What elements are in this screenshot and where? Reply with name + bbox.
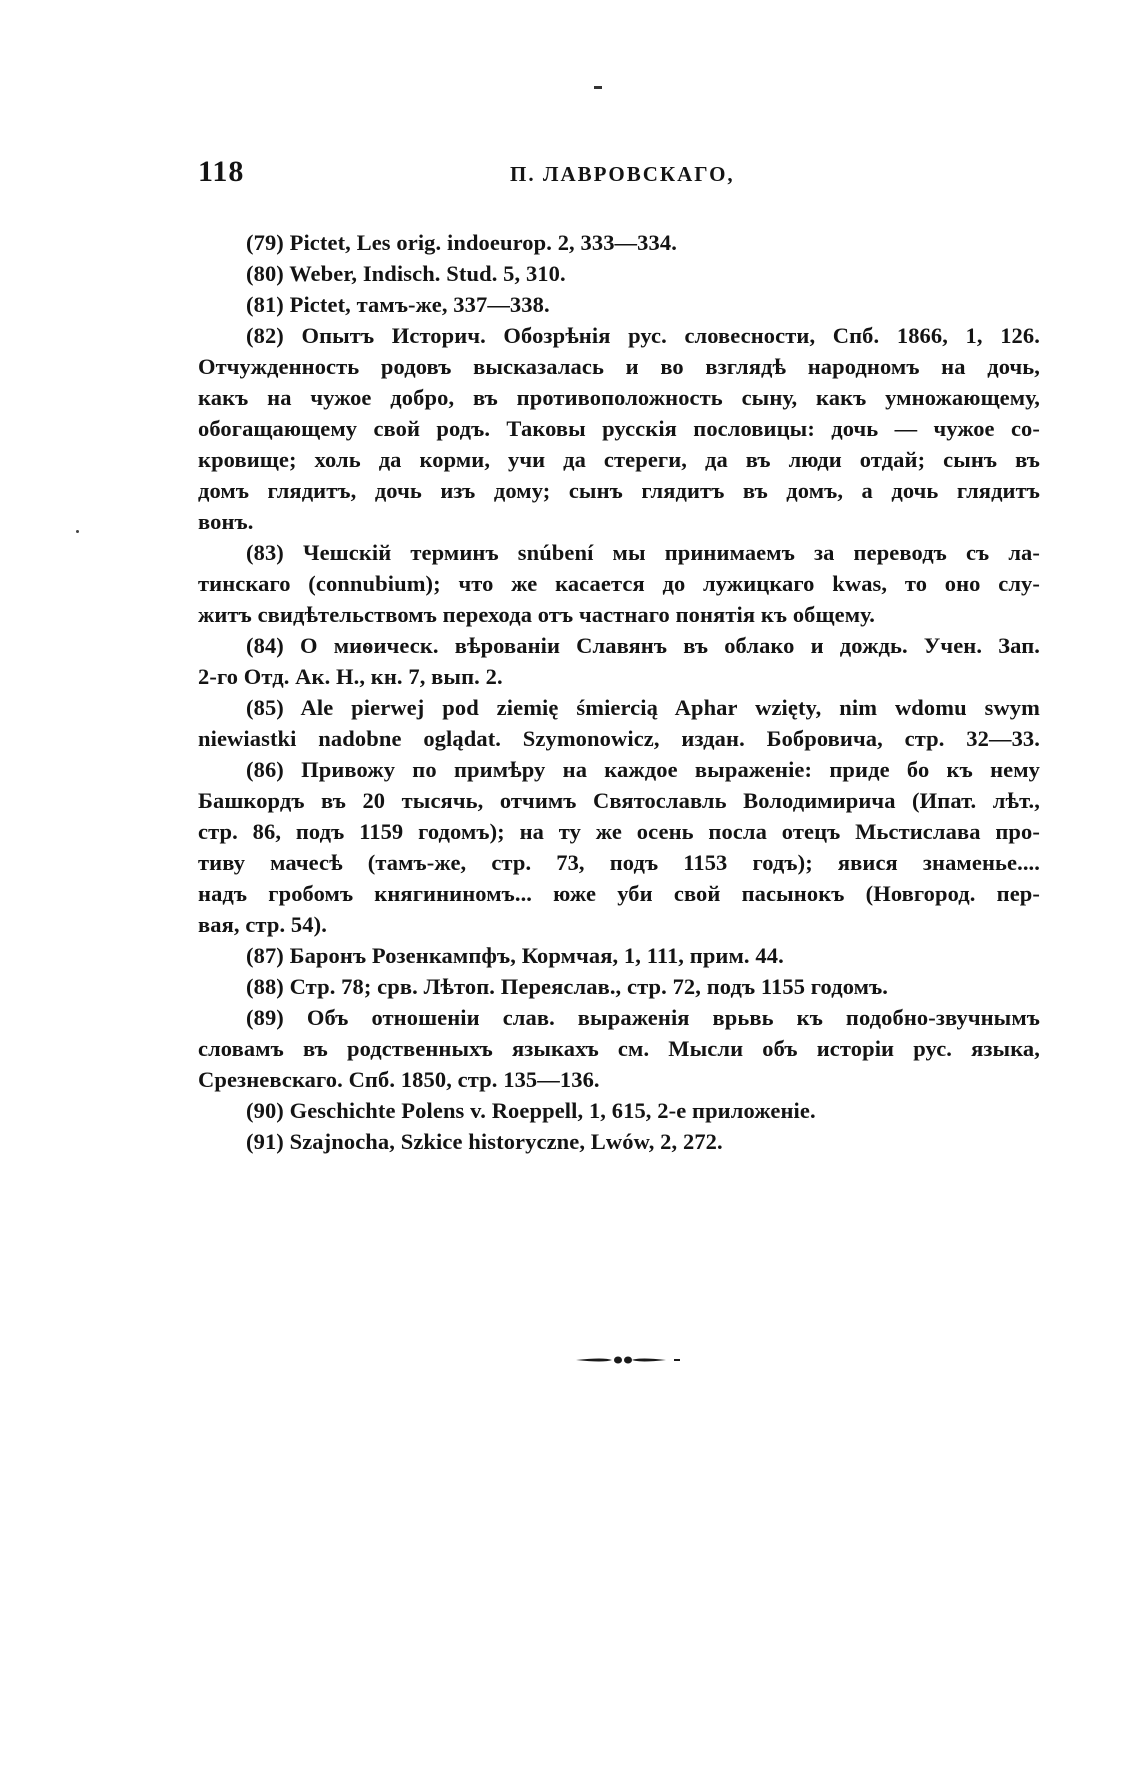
footnote-84-line: (84) О миѳическ. вѣрованіи Славянъ въ облако и дождь. Учен. Зап. — [246, 633, 1040, 658]
footnote-90: (90) Geschichte Polens v. Roeppell, 1, 615, 2-е приложеніе. — [246, 1098, 816, 1123]
footnote-85-line: (85) Ale pierwej pod ziemię śmiercią Aphar wzięty, nim wdomu swym — [246, 695, 1040, 720]
footnote-86-line: Башкордъ въ 20 тысячь, отчимъ Святославль Володимирича (Ипат. лѣт., — [198, 788, 1040, 813]
footnote-82-line: какъ на чужое добро, въ противоположность сыну, какъ умножающему, — [198, 385, 1040, 410]
footnote-89-line: (89) Объ отношеніи слав. выраженія врьвь къ подобно-звучнымъ — [246, 1005, 1040, 1030]
footnote-86-line: (86) Привожу по примѣру на каждое выраженіе: приде бо къ нему — [246, 757, 1040, 782]
footnote-82-line: домъ глядитъ, дочь изъ дому; сынъ глядитъ въ домъ, а дочь глядитъ — [198, 478, 1040, 503]
footnote-86-line: стр. 86, подъ 1159 годомъ); на ту же осень посла отецъ Мьстислава про- — [198, 819, 1040, 844]
footnote-91: (91) Szajnocha, Szkice historyczne, Lwów, 2, 272. — [246, 1129, 723, 1154]
ink-mark — [594, 86, 602, 89]
footnote-82-line: обогащающему свой родъ. Таковы русскія пословицы: дочь — чужое со- — [198, 416, 1040, 441]
footnote-84-line: 2-го Отд. Ак. Н., кн. 7, вып. 2. — [198, 664, 503, 689]
footnote-86-line: вая, стр. 54). — [198, 912, 327, 937]
footnote-88: (88) Стр. 78; срв. Лѣтоп. Переяслав., стр. 72, подъ 1155 годомъ. — [246, 974, 889, 999]
footnote-82-line: вонъ. — [198, 509, 254, 534]
footnote-86-line: надъ гробомъ княгининомъ... юже уби свой пасынокъ (Новгород. пер- — [198, 881, 1040, 906]
footnote-85-line: niewiastki nadobne oglądat. Szymonowicz, издан. Бобровича, стр. 32—33. — [198, 726, 1040, 751]
footnote-80: (80) Weber, Indisch. Stud. 5, 310. — [246, 261, 566, 286]
footnotes — [198, 227, 1040, 1157]
page-number: 118 — [198, 155, 245, 188]
footnote-82-line: (82) Опытъ Историч. Обозрѣнія рус. словесности, Спб. 1866, 1, 126. — [246, 323, 1040, 348]
footnote-82-line: Отчужденность родовъ высказалась и во взглядѣ народномъ на дочь, — [198, 354, 1040, 379]
footnote-87: (87) Баронъ Розенкампфъ, Кормчая, 1, 111, прим. 44. — [246, 943, 784, 968]
running-title: П. ЛАВРОВСКАГО, — [510, 162, 735, 186]
end-ornament — [574, 1354, 684, 1366]
footnote-81: (81) Pictet, тамъ-же, 337—338. — [246, 292, 550, 317]
footnote-82-line: кровище; холь да корми, учи да стереги, да въ люди отдай; сынъ въ — [198, 447, 1040, 472]
footnote-89-line: словамъ въ родственныхъ языкахъ см. Мысли объ исторіи рус. языка, — [198, 1036, 1040, 1061]
footnote-83-line: тинскаго (connubium); что же касается до лужицкаго kwas, то оно слу- — [198, 571, 1040, 596]
footnote-86-line: тиву мачесѣ (тамъ-же, стр. 73, подъ 1153 годъ); явися знаменье.... — [198, 850, 1040, 875]
footnote-83-line: (83) Чешскій терминъ snúbení мы принимаемъ за переводъ съ ла- — [246, 540, 1040, 565]
footnote-79: (79) Pictet, Les orig. indoeurop. 2, 333—334. — [246, 230, 677, 255]
ink-speck — [76, 530, 79, 533]
footnote-83-line: житъ свидѣтельствомъ перехода отъ частнаго понятія къ общему. — [198, 602, 875, 627]
footnote-89-line: Срезневскаго. Спб. 1850, стр. 135—136. — [198, 1067, 600, 1092]
